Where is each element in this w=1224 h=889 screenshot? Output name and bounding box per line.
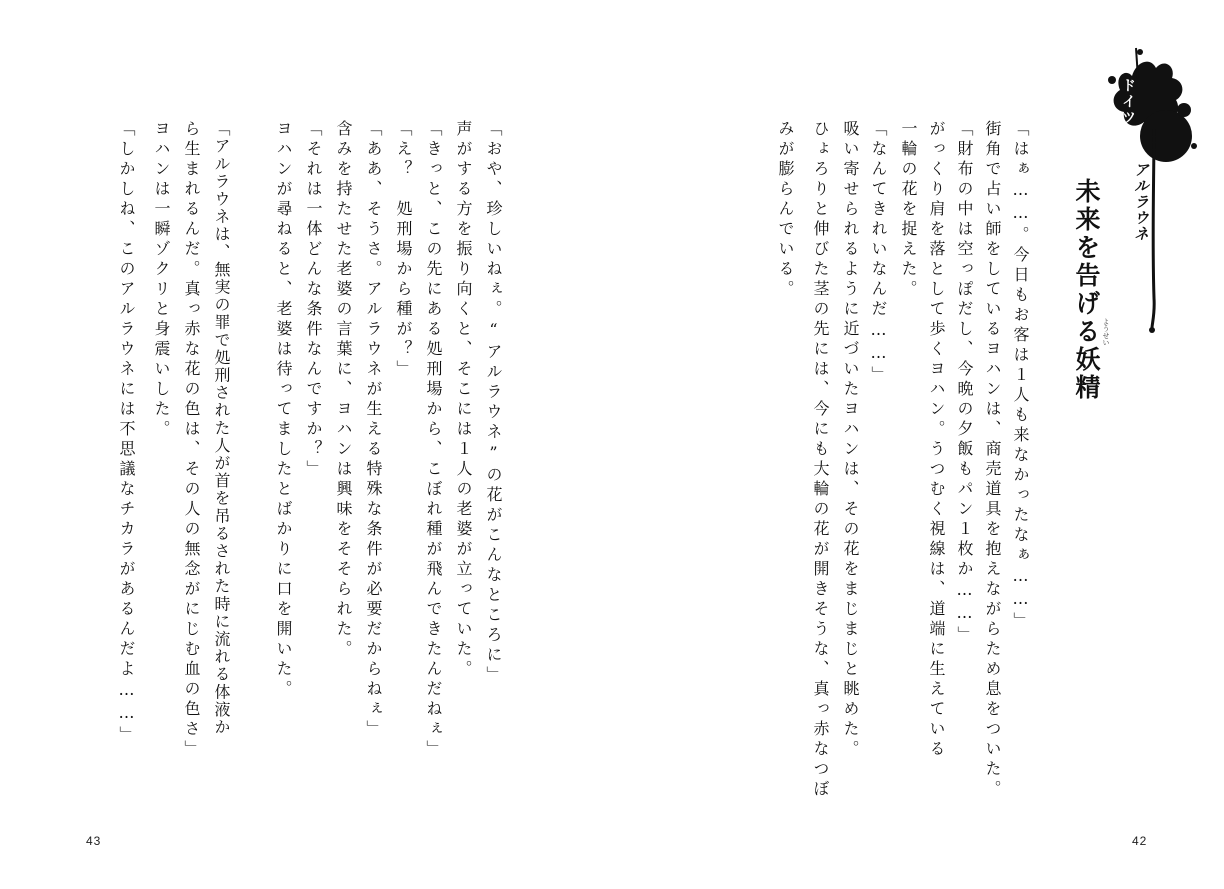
right-line-4: がっくり肩を落として歩くヨハン。うつむく視線は、道端に生えている bbox=[927, 120, 946, 760]
story-title: 未来を告げる妖精 bbox=[1072, 178, 1101, 402]
right-line-3: 「財布の中は空っぽだし、今晩の夕飯もパン１枚か……」 bbox=[955, 120, 974, 646]
story-title-ruby: ようせい bbox=[1102, 318, 1110, 346]
page-number-right: 42 bbox=[1132, 834, 1148, 848]
creature-name: アルラウネ bbox=[1132, 162, 1150, 242]
title-category: ドイツ bbox=[1120, 78, 1136, 126]
right-line-1: 「はぁ……。今日もお客は１人も来なかったなぁ……」 bbox=[1011, 120, 1030, 632]
left-line-5: 「ああ、そうさ。アルラウネが生える特殊な条件が必要だからねぇ」 bbox=[364, 120, 383, 740]
left-line-9: 「アルラウネは、無実の罪で処刑された人が首を吊るされた時に流れる体液か bbox=[212, 120, 231, 736]
right-page bbox=[612, 0, 1224, 889]
left-line-12: 「しかしね、このアルラウネには不思議なチカラがあるんだよ……」 bbox=[117, 120, 136, 746]
left-line-7: 「それは一体どんな条件なんですか？」 bbox=[304, 120, 323, 480]
left-line-8: ヨハンが尋ねると、老婆は待ってましたとばかりに口を開いた。 bbox=[274, 120, 293, 700]
right-line-8: ひょろりと伸びた茎の先には、今にも大輪の花が開きそうな、真っ赤なつぼ bbox=[811, 120, 830, 800]
left-line-10: ら生まれるんだ。真っ赤な花の色は、その人の無念がにじむ血の色さ」 bbox=[182, 120, 201, 760]
left-line-2: 声がする方を振り向くと、そこには１人の老婆が立っていた。 bbox=[454, 120, 473, 680]
right-line-7: 吸い寄せられるように近づいたヨハンは、その花をまじまじと眺めた。 bbox=[841, 120, 860, 760]
right-line-5: 一輪の花を捉えた。 bbox=[899, 120, 918, 300]
right-line-9: みが膨らんでいる。 bbox=[776, 120, 795, 300]
left-line-11: ヨハンは一瞬ゾクリと身震いした。 bbox=[152, 120, 171, 440]
left-line-6: 含みを持たせた老婆の言葉に、ヨハンは興味をそそられた。 bbox=[334, 120, 353, 660]
right-line-6: 「なんてきれいなんだ……」 bbox=[869, 120, 888, 386]
page-number-left: 43 bbox=[86, 834, 102, 848]
left-line-4: 「え？ 処刑場から種が？」 bbox=[394, 120, 413, 380]
right-line-2: 街角で占い師をしているヨハンは、商売道具を抱えながらため息をついた。 bbox=[983, 120, 1002, 800]
left-line-1: 「おや、珍しいねぇ。“アルラウネ”の花がこんなところに」 bbox=[484, 120, 503, 686]
left-line-3: 「きっと、この先にある処刑場から、こぼれ種が飛んできたんだねぇ」 bbox=[424, 120, 443, 760]
